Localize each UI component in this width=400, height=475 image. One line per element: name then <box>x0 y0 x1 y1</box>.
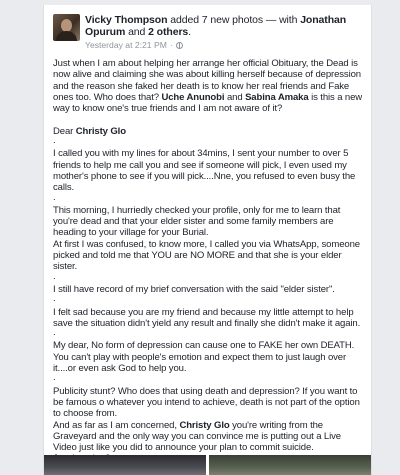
post-text: Just when I am about helping her arrange her official Obituary, the Dead is now alive and claiming she was about killing herself because of depression and the reason she faked her death is to know her real friends and Fake ones too. Who does that? <box>53 58 361 103</box>
paragraph: Publicity stunt? Who does that using death and depression? If you want to be famous o whatever you intend to achieve, death is not part of the option to choose from. <box>53 385 360 420</box>
mention-link[interactable]: Christy Glo <box>179 419 230 431</box>
paragraph: I still have record of my brief conversation with the said "elder sister". <box>53 283 335 295</box>
others-link[interactable]: 2 others <box>148 26 189 38</box>
photo-thumbnail[interactable] <box>44 455 206 475</box>
header-period: . <box>188 26 191 38</box>
dot-line: . <box>53 270 56 282</box>
post-text: you're writing from the Graveyard and the only way you can convince me is putting out a Live Video just like you did to announce your plan to commit suicide. <box>53 419 341 454</box>
dot-line: . <box>53 135 56 147</box>
avatar[interactable] <box>53 14 80 41</box>
dot-line: . <box>53 327 56 339</box>
paragraph: I felt sad because you are my friend and because my little attempt to help save the situation didn't yield any result and finally she didn't make it again. <box>53 306 361 329</box>
post-action: added 7 new photos — with <box>170 14 298 26</box>
mention-link[interactable]: Uche Anunobi <box>161 91 225 103</box>
post-text: Dear <box>53 125 74 137</box>
post-body <box>53 58 365 465</box>
paragraph: This morning, I hurriedly checked your profile, only for me to learn that you're dead and that your elder sister and some family members are heading to your village for your Burial. <box>53 204 341 239</box>
globe-icon[interactable] <box>176 42 183 49</box>
salutation <box>53 126 365 137</box>
paragraph <box>53 58 365 114</box>
mention-link[interactable]: Sabina Amaka <box>245 91 309 103</box>
photo-thumbnail[interactable] <box>209 455 371 475</box>
avatar-shoulders <box>56 31 77 41</box>
paragraph: At first I was confused, to know more, I called you via WhatsApp, someone picked and told me that YOU are NO MORE and that she is your elder sister. <box>53 238 360 273</box>
post-meta <box>85 40 183 50</box>
paragraph: My dear, No form of depression can cause one to FAKE her own DEATH. You can't play with people's emotion and expect them to just laugh over it....or even ask God to help you. <box>53 340 355 375</box>
author-name[interactable]: Vicky Thompson <box>85 14 168 26</box>
meta-separator: · <box>169 40 173 50</box>
post-text: and <box>226 91 243 103</box>
paragraph <box>53 420 365 454</box>
post-header <box>85 14 365 38</box>
post-card <box>43 5 372 475</box>
photo-grid <box>44 455 371 475</box>
dot-line: . <box>53 191 56 203</box>
paragraph: I called you with my lines for about 34mins, I sent your number to over 5 friends to help me call you and see if someone will pick, I even used my mother's phone to see if you will pick....Nne, you refused to even busy the calls. <box>53 148 356 194</box>
dot-line: . <box>53 293 56 305</box>
mention-link[interactable]: Christy Glo <box>75 125 126 137</box>
and-text: and <box>128 26 146 38</box>
post-text: And as far as I am concerned, <box>53 419 177 431</box>
tagged-friend-link[interactable]: Jonathan Opurum <box>85 14 347 38</box>
post-timestamp[interactable]: Yesterday at 2:21 PM <box>85 40 167 50</box>
dot-line: . <box>53 372 56 384</box>
post-text: is this a new way to know one's true friends and I am not aware of it? <box>53 91 363 115</box>
spacer <box>53 114 365 125</box>
